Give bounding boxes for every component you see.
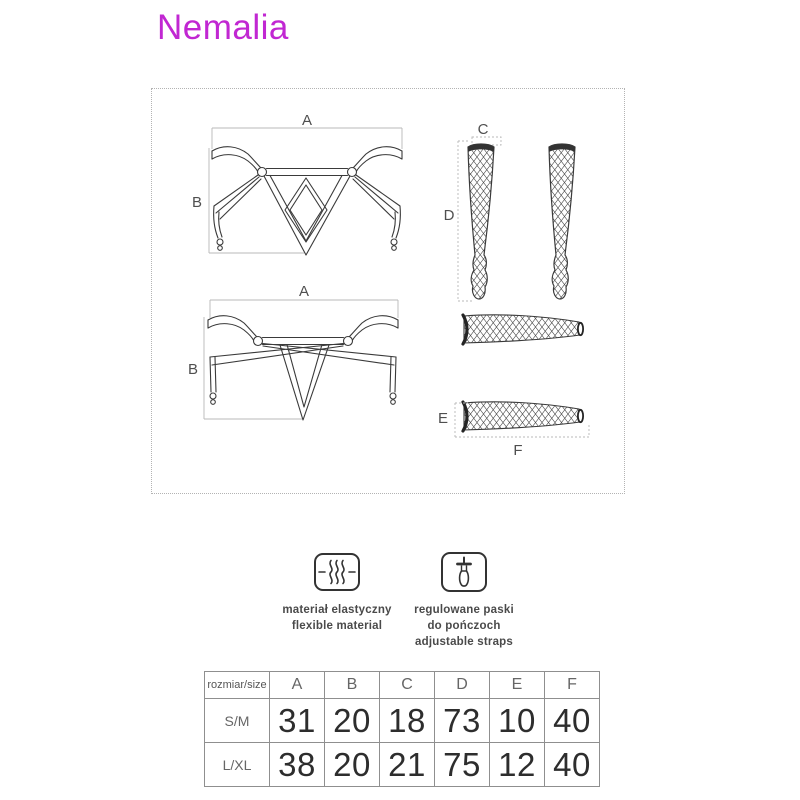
- size-table-header-size: rozmiar/size: [205, 672, 270, 699]
- table-row-lxl: [205, 743, 600, 787]
- table-cell: 31: [270, 699, 325, 743]
- size-table-header-d: D: [435, 672, 490, 699]
- welt-length-label: F: [513, 442, 523, 459]
- size-table-header-b: B: [325, 672, 380, 699]
- elastic-material-icon: [314, 553, 360, 591]
- table-cell: 20: [325, 699, 380, 743]
- stockings-diagram: [444, 121, 575, 301]
- size-label: S/M: [205, 699, 270, 743]
- stocking-width-label: C: [477, 121, 489, 138]
- welt-width-label: E: [437, 410, 449, 427]
- technical-diagram-panel: [151, 88, 625, 494]
- table-cell: 21: [380, 743, 435, 787]
- table-cell: 40: [545, 743, 600, 787]
- table-row-sm: [205, 699, 600, 743]
- front-garter-width-label: A: [301, 112, 313, 129]
- size-table: [204, 671, 600, 787]
- table-cell: 40: [545, 699, 600, 743]
- size-table-header-e: E: [490, 672, 545, 699]
- table-cell: 75: [435, 743, 490, 787]
- front-garter-height-label: B: [191, 194, 203, 211]
- table-cell: 73: [435, 699, 490, 743]
- size-table-header-a: A: [270, 672, 325, 699]
- size-table-header-c: C: [380, 672, 435, 699]
- caption-line: materiał elastyczny: [282, 604, 392, 616]
- technical-diagram: [152, 89, 624, 493]
- front-garter-diagram: [192, 112, 402, 255]
- table-cell: 20: [325, 743, 380, 787]
- size-table-header-f: F: [545, 672, 600, 699]
- caption-line: do pończoch: [427, 620, 501, 632]
- table-cell: 10: [490, 699, 545, 743]
- table-cell: 18: [380, 699, 435, 743]
- back-garter-diagram: [188, 283, 398, 420]
- stocking-welt-diagram: [438, 315, 589, 459]
- table-cell: 12: [490, 743, 545, 787]
- back-garter-height-label: B: [187, 361, 199, 378]
- stocking-length-label: D: [443, 207, 455, 224]
- size-label: L/XL: [205, 743, 270, 787]
- adjustable-straps-icon: [441, 552, 487, 592]
- caption-line: adjustable straps: [415, 636, 513, 648]
- caption-line: flexible material: [291, 620, 383, 632]
- adjustable-straps-caption: [368, 602, 560, 650]
- size-table-header-row: [205, 672, 600, 699]
- caption-line: regulowane paski: [414, 604, 514, 616]
- table-cell: 38: [270, 743, 325, 787]
- page-title: Nemalia: [157, 8, 289, 47]
- back-garter-width-label: A: [298, 283, 310, 300]
